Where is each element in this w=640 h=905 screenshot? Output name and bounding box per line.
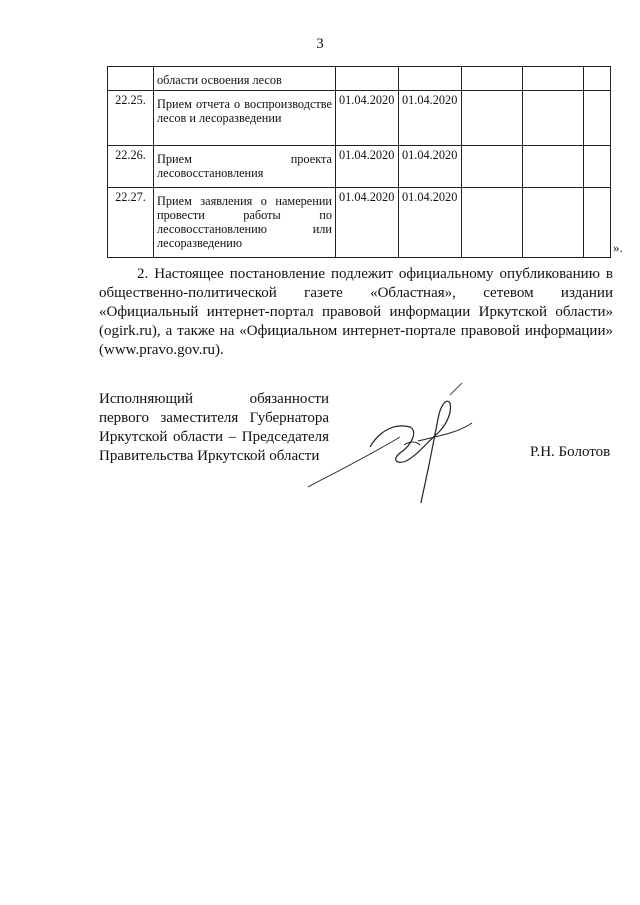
empty-cell (584, 67, 611, 91)
empty-cell (523, 67, 584, 91)
table-row (108, 67, 611, 91)
empty-cell (584, 91, 611, 146)
empty-cell (462, 146, 523, 188)
signer-title-line: Правительства Иркутской области (99, 448, 320, 464)
table-row (108, 188, 611, 258)
service-name: области освоения лесов (154, 67, 336, 91)
paragraph-2: 2. Настоящее постановление подлежит официальному опубликованию в общественно-политической газете «Областная», сетевом издании «Официальный интернет-портал правовой информации Иркутской области» (ogirk.ru), а также на «Официальном интернет-портале правовой информации» (www.pravo.gov.ru). (99, 266, 613, 358)
closing-quote: ». (613, 240, 623, 255)
date-cell: 01.04.2020 (336, 146, 399, 188)
row-number: 22.25. (108, 91, 154, 146)
signer-title-line: Иркутской области – Председателя (99, 429, 329, 445)
empty-cell (584, 188, 611, 258)
services-table (107, 66, 611, 258)
date-cell (336, 67, 399, 91)
empty-cell (462, 188, 523, 258)
page-number: 3 (316, 36, 324, 52)
empty-cell (462, 67, 523, 91)
row-number: 22.27. (108, 188, 154, 258)
empty-cell (462, 91, 523, 146)
service-name: Прием отчета о воспроизводстве лесов и лесоразведении (154, 91, 336, 146)
signer-name: Р.Н. Болотов (530, 444, 611, 460)
table-row (108, 146, 611, 188)
date-cell: 01.04.2020 (336, 188, 399, 258)
row-number (108, 67, 154, 91)
date-cell: 01.04.2020 (399, 146, 462, 188)
handwritten-signature (300, 375, 500, 515)
row-number: 22.26. (108, 146, 154, 188)
signer-title-line: Исполняющий обязанности (99, 391, 329, 407)
date-cell: 01.04.2020 (399, 91, 462, 146)
date-cell (399, 67, 462, 91)
empty-cell (523, 146, 584, 188)
empty-cell (584, 146, 611, 188)
empty-cell (523, 91, 584, 146)
table-row (108, 91, 611, 146)
signer-title (99, 390, 329, 466)
empty-cell (523, 188, 584, 258)
service-name: Прием заявления о намерении провести работы по лесовосстановлению или лесоразведению (154, 188, 336, 258)
date-cell: 01.04.2020 (336, 91, 399, 146)
signer-title-line: первого заместителя Губернатора (99, 410, 329, 426)
date-cell: 01.04.2020 (399, 188, 462, 258)
service-name: Прием проекта лесовосстановления (154, 146, 336, 188)
